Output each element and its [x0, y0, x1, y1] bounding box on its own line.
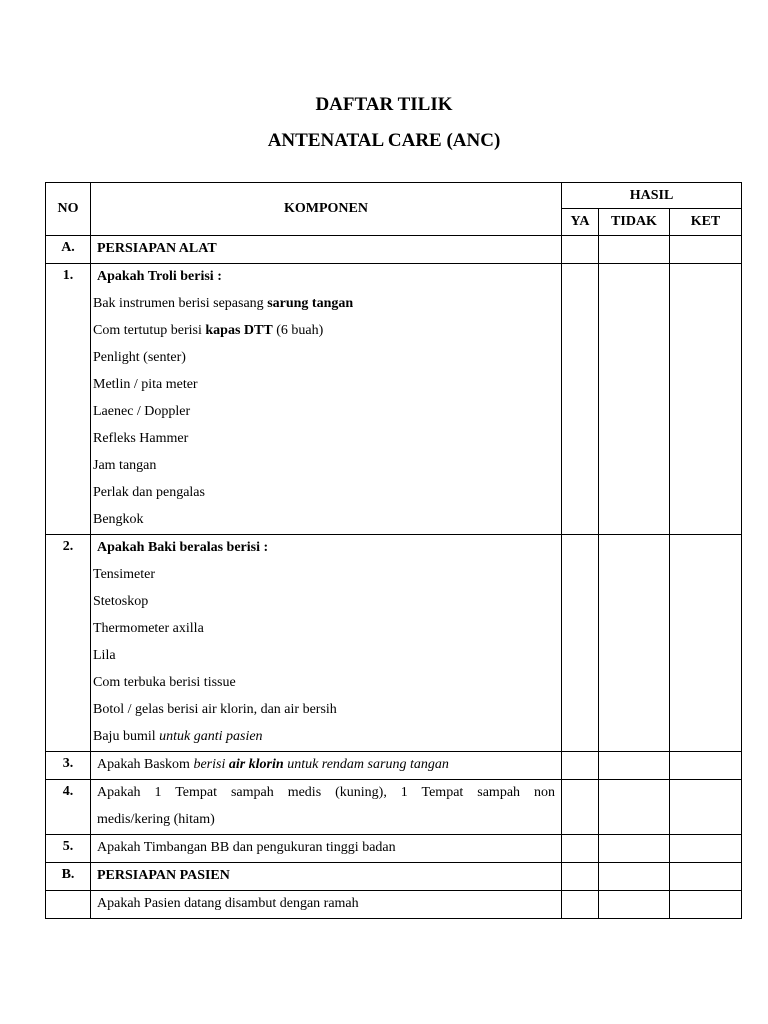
row-number — [46, 891, 91, 919]
list-item: Stetoskop — [93, 594, 149, 609]
cell-ya[interactable] — [562, 535, 599, 752]
cell-ket[interactable] — [670, 535, 742, 752]
item-text: Apakah Baskom berisi air klorin untuk rendam sarung tangan — [97, 757, 449, 772]
checklist-table — [45, 182, 742, 919]
list-item: Laenec / Doppler — [93, 404, 191, 419]
document-subtitle: ANTENATAL CARE (ANC) — [267, 130, 501, 151]
item-heading: Apakah Baki beralas berisi : — [97, 540, 269, 555]
cell-tidak[interactable] — [599, 264, 670, 535]
table-row — [46, 780, 742, 835]
header-no: NO — [46, 183, 91, 236]
cell-ket[interactable] — [670, 863, 742, 891]
item-heading: Apakah Troli berisi : — [97, 269, 222, 284]
cell-ket[interactable] — [670, 236, 742, 264]
section-label: PERSIAPAN ALAT — [97, 241, 217, 256]
row-number: B. — [46, 863, 91, 891]
cell-ya[interactable] — [562, 863, 599, 891]
cell-tidak[interactable] — [599, 835, 670, 863]
header-hasil: HASIL — [562, 183, 742, 209]
list-item: Com tertutup berisi kapas DTT (6 buah) — [93, 323, 324, 338]
row-number: 1. — [46, 264, 91, 535]
cell-tidak[interactable] — [599, 891, 670, 919]
header-ket: KET — [670, 209, 742, 236]
header-tidak: TIDAK — [599, 209, 670, 236]
header-komponen: KOMPONEN — [91, 183, 562, 236]
cell-ket[interactable] — [670, 780, 742, 835]
table-row — [46, 863, 742, 891]
list-item: Baju bumil untuk ganti pasien — [93, 729, 263, 744]
row-number: 5. — [46, 835, 91, 863]
cell-tidak[interactable] — [599, 236, 670, 264]
cell-ket[interactable] — [670, 264, 742, 535]
cell-ket[interactable] — [670, 835, 742, 863]
cell-ya[interactable] — [562, 752, 599, 780]
cell-ya[interactable] — [562, 236, 599, 264]
table-row — [46, 236, 742, 264]
cell-tidak[interactable] — [599, 863, 670, 891]
cell-ya[interactable] — [562, 264, 599, 535]
section-label: PERSIAPAN PASIEN — [97, 868, 230, 883]
table-row — [46, 891, 742, 919]
cell-ya[interactable] — [562, 891, 599, 919]
table-row — [46, 264, 742, 535]
cell-ket[interactable] — [670, 891, 742, 919]
table-row — [46, 535, 742, 752]
cell-ya[interactable] — [562, 780, 599, 835]
row-number: 4. — [46, 780, 91, 835]
list-item: Bengkok — [93, 512, 144, 527]
cell-tidak[interactable] — [599, 535, 670, 752]
item-text: Apakah 1 Tempat sampah medis (kuning), 1 Tempat sampah non — [97, 785, 555, 800]
cell-ya[interactable] — [562, 835, 599, 863]
document-title: DAFTAR TILIK — [315, 94, 453, 115]
header-ya: YA — [562, 209, 599, 236]
cell-ket[interactable] — [670, 752, 742, 780]
row-number: A. — [46, 236, 91, 264]
list-item: Perlak dan pengalas — [93, 485, 205, 500]
cell-tidak[interactable] — [599, 752, 670, 780]
list-item: Lila — [93, 648, 116, 663]
list-item: Tensimeter — [93, 567, 155, 582]
list-item: Bak instrumen berisi sepasang sarung tangan — [93, 296, 354, 311]
list-item: Thermometer axilla — [93, 621, 204, 636]
row-number: 2. — [46, 535, 91, 752]
list-item: Penlight (senter) — [93, 350, 186, 365]
row-number: 3. — [46, 752, 91, 780]
list-item: Refleks Hammer — [93, 431, 189, 446]
cell-tidak[interactable] — [599, 780, 670, 835]
list-item: Jam tangan — [93, 458, 157, 473]
item-text-continued: medis/kering (hitam) — [97, 812, 215, 827]
list-item: Metlin / pita meter — [93, 377, 198, 392]
list-item: Com terbuka berisi tissue — [93, 675, 236, 690]
item-text: Apakah Pasien datang disambut dengan ramah — [97, 896, 359, 911]
item-text: Apakah Timbangan BB dan pengukuran tinggi badan — [97, 840, 396, 855]
table-row — [46, 752, 742, 780]
list-item: Botol / gelas berisi air klorin, dan air bersih — [93, 702, 337, 717]
table-row — [46, 835, 742, 863]
